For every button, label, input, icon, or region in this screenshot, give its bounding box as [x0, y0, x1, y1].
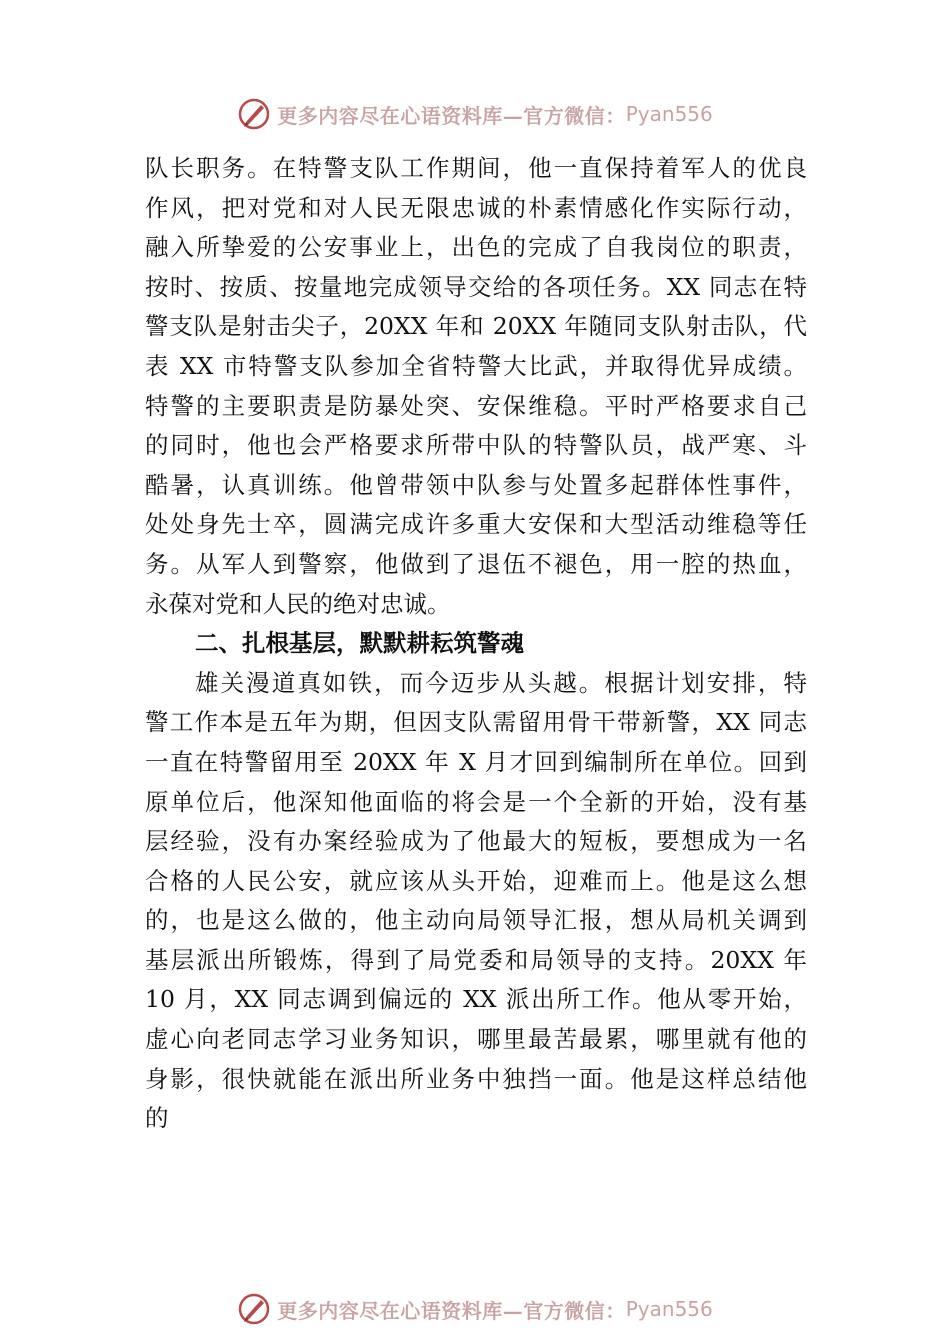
- body-line: 一直在特警留用至 20XX 年 X 月才回到编制所在单位。回到: [145, 747, 807, 776]
- header-banner: [0, 94, 950, 134]
- body-line: 队长职务。在特警支队工作期间，他一直保持着军人的优良: [145, 154, 807, 182]
- body-line: 警工作本是五年为期，但因支队需留用骨干带新警，XX 同志: [145, 708, 807, 737]
- header-banner-text: 更多内容尽在心语资料库—官方微信：: [277, 103, 626, 128]
- body-line: 融入所挚爱的公安事业上，出色的完成了自我岗位的职责，: [145, 233, 807, 262]
- body-line: 按时、按质、按量地完成领导交给的各项任务。XX 同志在特: [145, 272, 807, 301]
- quill-logo-icon: [237, 1292, 271, 1326]
- body-line: 雄关漫道真如铁，而今迈步从头越。根据计划安排，特: [195, 668, 807, 697]
- document-body: [145, 149, 807, 1139]
- body-line: 层经验，没有办案经验成为了他最大的短板，要想成为一名: [145, 827, 807, 856]
- body-line: 10 月，XX 同志调到偏远的 XX 派出所工作。他从零开始，: [145, 985, 807, 1014]
- body-line: 表 XX 市特警支队参加全省特警大比武，并取得优异成绩。: [145, 351, 807, 380]
- body-line: 原单位后，他深知他面临的将会是一个全新的开始，没有基: [145, 787, 807, 816]
- body-line: 的，也是这么做的，他主动向局领导汇报，想从局机关调到: [145, 906, 807, 935]
- body-line: 合格的人民公安，就应该从头开始，迎难而上。他是这么想: [145, 866, 807, 895]
- body-line: 身影，很快就能在派出所业务中独挡一面。他是这样总结他: [145, 1064, 807, 1093]
- footer-banner-wechat-id: Pyan556: [625, 1297, 713, 1321]
- body-line: 务。从军人到警察，他做到了退伍不褪色，用一腔的热血，: [145, 549, 807, 578]
- body-line: 的: [145, 1104, 169, 1133]
- footer-banner: [0, 1289, 950, 1329]
- body-line: 酷暑，认真训练。他曾带领中队参与处置多起群体性事件，: [145, 470, 807, 499]
- body-line: 永葆对党和人民的绝对忠诚。: [145, 589, 451, 618]
- footer-banner-text: 更多内容尽在心语资料库—官方微信：: [277, 1298, 626, 1323]
- section-heading: 二、扎根基层，默默耕耘筑警魂: [195, 629, 524, 658]
- body-line: 警支队是射击尖子，20XX 年和 20XX 年随同支队射击队，代: [145, 312, 807, 341]
- body-line: 的同时，他也会严格要求所带中队的特警队员，战严寒、斗: [145, 431, 807, 460]
- header-banner-wechat-id: Pyan556: [625, 102, 713, 126]
- body-line: 处处身先士卒，圆满完成许多重大安保和大型活动维稳等任: [145, 510, 807, 539]
- body-line: 特警的主要职责是防暴处突、安保维稳。平时严格要求自己: [145, 391, 807, 420]
- quill-logo-icon: [237, 97, 271, 131]
- body-line: 作风，把对党和对人民无限忠诚的朴素情感化作实际行动，: [145, 193, 807, 222]
- body-line: 虚心向老同志学习业务知识，哪里最苦最累，哪里就有他的: [145, 1025, 807, 1054]
- body-line: 基层派出所锻炼，得到了局党委和局领导的支持。20XX 年: [145, 945, 807, 974]
